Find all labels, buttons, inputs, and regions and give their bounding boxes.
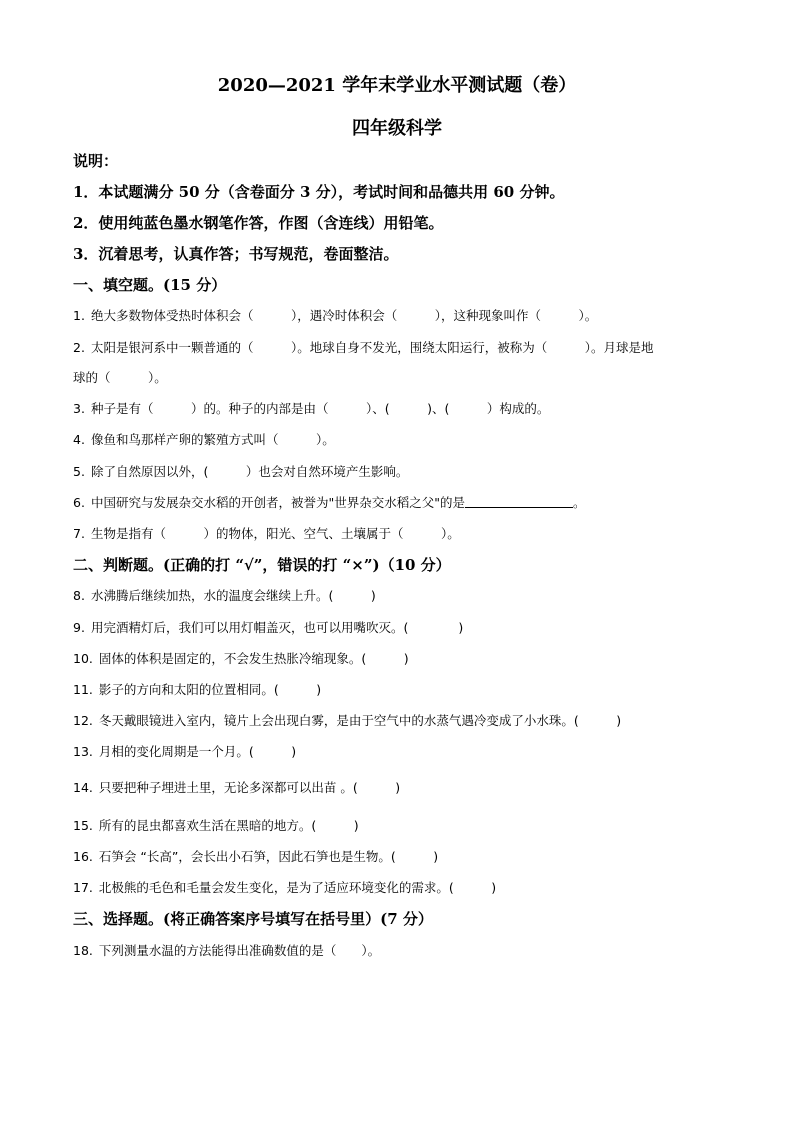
- question-number: 1.: [73, 308, 85, 323]
- question-item: [73, 306, 597, 326]
- question-item: [73, 399, 549, 419]
- page-title: 2020—2021 学年末学业水平测试题（卷）: [217, 75, 577, 96]
- question-number: 13.: [73, 744, 93, 759]
- question-text: 月相的变化周期是一个月。( ): [98, 744, 297, 759]
- question-text: 像鱼和鸟那样产卵的繁殖方式叫（ ）。: [90, 432, 335, 447]
- question-item: [73, 680, 321, 700]
- question-text: 影子的方向和太阳的位置相同。( ): [98, 682, 322, 697]
- instructions-heading: 说明：: [73, 152, 119, 170]
- question-item: [73, 878, 496, 898]
- question-item: [73, 430, 335, 450]
- section-heading-true-false: 二、判断题。(正确的打 “√”，错误的打 “×”)（10 分）: [73, 556, 451, 574]
- question-number: 3.: [73, 401, 85, 416]
- question-number: 12.: [73, 713, 93, 728]
- question-item: [73, 711, 621, 731]
- question-number: 11.: [73, 682, 93, 697]
- question-text: 北极熊的毛色和毛量会发生变化，是为了适应环境变化的需求。( ): [98, 880, 497, 895]
- question-number: 14.: [73, 780, 93, 795]
- question-number: 15.: [73, 818, 93, 833]
- question-text: 石笋会 “长高”，会长出小石笋，因此石笋也是生物。( ): [98, 849, 439, 864]
- question-text: 生物是指有（ ）的物体，阳光、空气、土壤属于（ ）。: [90, 526, 460, 541]
- question-text: 固体的体积是固定的，不会发生热胀冷缩现象。( ): [98, 651, 409, 666]
- question-item: [73, 742, 296, 762]
- question-number: 18.: [73, 943, 93, 958]
- instruction-item: 3．沉着思考，认真作答；书写规范，卷面整洁。: [73, 245, 399, 263]
- question-number: 10.: [73, 651, 93, 666]
- question-number: 6.: [73, 495, 85, 510]
- question-text: 除了自然原因以外，( ）也会对自然环境产生影响。: [90, 464, 409, 479]
- question-text: 所有的昆虫都喜欢生活在黑暗的地方。( ): [98, 818, 359, 833]
- question-tail: 。: [572, 495, 586, 510]
- question-continuation: 球的（ ）。: [73, 370, 167, 385]
- question-number: 17.: [73, 880, 93, 895]
- question-number: 8.: [73, 588, 85, 603]
- question-item: [73, 816, 359, 836]
- question-item: [73, 649, 409, 669]
- question-text: 中国研究与发展杂交水稻的开创者，被誉为"世界杂交水稻之父"的是: [90, 495, 465, 510]
- section-heading-multiple-choice: 三、选择题。(将正确答案序号填写在括号里）(7 分）: [73, 910, 433, 928]
- question-number: 4.: [73, 432, 85, 447]
- question-text: 用完酒精灯后，我们可以用灯帽盖灭，也可以用嘴吹灭。( ): [90, 620, 464, 635]
- question-text: 下列测量水温的方法能得出准确数值的是（ ）。: [98, 943, 381, 958]
- question-item: [73, 847, 438, 867]
- question-text: 冬天戴眼镜进入室内，镜片上会出现白雾，是由于空气中的水蒸气遇冷变成了小水珠。( ): [98, 713, 622, 728]
- question-item: [73, 586, 376, 606]
- answer-blank-line: [465, 506, 573, 508]
- page-subtitle: 四年级科学: [352, 118, 442, 139]
- question-text: 水沸腾后继续加热，水的温度会继续上升。( ): [90, 588, 376, 603]
- question-item: [73, 778, 400, 798]
- question-number: 16.: [73, 849, 93, 864]
- question-number: 2.: [73, 340, 85, 355]
- question-text: 绝大多数物体受热时体积会（ ），遇冷时体积会（ ），这种现象叫作（ ）。: [90, 308, 598, 323]
- question-item: [73, 493, 585, 513]
- question-item: [73, 462, 408, 482]
- question-item: [73, 338, 653, 358]
- question-text: 种子是有（ ）的。种子的内部是由（ ）、( )、( ）构成的。: [90, 401, 550, 416]
- question-item: [73, 941, 380, 961]
- question-item: [73, 618, 463, 638]
- question-number: 7.: [73, 526, 85, 541]
- question-text: 太阳是银河系中一颗普通的（ ）。地球自身不发光，围绕太阳运行，被称为（ ）。月球是地: [90, 340, 654, 355]
- question-number: 9.: [73, 620, 85, 635]
- question-item: [73, 524, 460, 544]
- instruction-item: 2．使用纯蓝色墨水钢笔作答，作图（含连线）用铅笔。: [73, 214, 444, 232]
- question-number: 5.: [73, 464, 85, 479]
- question-text: 只要把种子埋进土里，无论多深都可以出苗 。( ): [98, 780, 401, 795]
- instruction-item: 1．本试题满分 50 分（含卷面分 3 分），考试时间和品德共用 60 分钟。: [73, 183, 565, 201]
- section-heading-fill-blank: 一、填空题。(15 分）: [73, 276, 227, 294]
